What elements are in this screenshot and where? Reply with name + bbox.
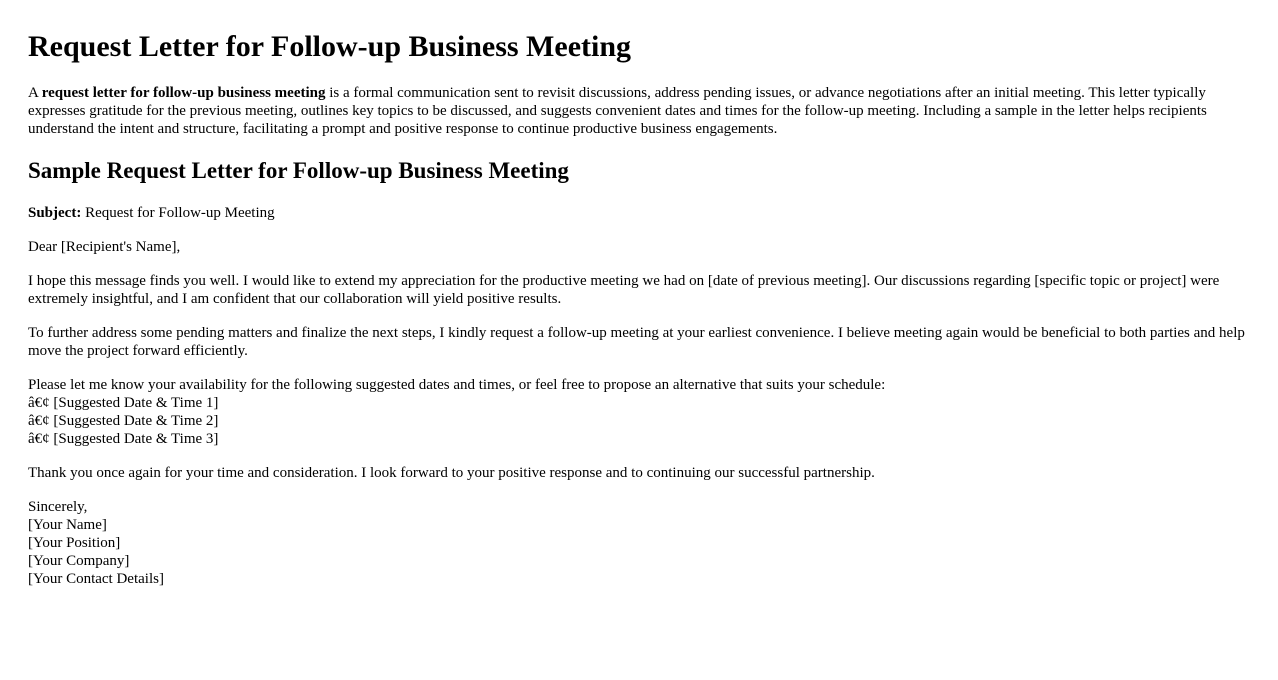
letter-paragraph-2: To further address some pending matters and finalize the next steps, I kindly request a follow-up meeting at your earliest convenience. I believe meeting again would be beneficial to both parties and help move the project forward efficiently. [28,325,1245,359]
list-item: â€¢ [Suggested Date & Time 2] [28,413,219,429]
letter-closing-paragraph: Thank you once again for your time and consideration. I look forward to your positive response and to continuing our successful partnership. [28,465,875,481]
signature-name: [Your Name] [28,517,107,533]
signature-company: [Your Company] [28,553,130,569]
intro-prefix: A [28,85,42,101]
availability-block [28,376,1250,448]
sample-heading: Sample Request Letter for Follow-up Business Meeting [28,158,569,183]
letter-subject [28,204,1250,222]
letter-greeting: Dear [Recipient's Name], [28,239,181,255]
intro-body: is a formal communication sent to revisit discussions, address pending issues, or advance negotiations after an initial meeting. This letter typically expresses gratitude for the previous meeting, outlines key topics to be discussed, and suggests convenient dates and times for the follow-up meeting. Including a sample in the letter helps recipients understand the intent and structure, facilitating a prompt and positive response to continue productive business engagements. [28,85,1207,137]
list-item: â€¢ [Suggested Date & Time 1] [28,395,219,411]
page-title: Request Letter for Follow-up Business Meeting [28,30,632,63]
intro-bold-term: request letter for follow-up business meeting [41,85,326,101]
intro-paragraph [28,84,1250,138]
availability-intro: Please let me know your availability for the following suggested dates and times, or feel free to propose an alternative that suits your schedule: [28,377,886,393]
subject-text: Request for Follow-up Meeting [81,205,275,221]
document-page [0,30,1278,588]
signoff: Sincerely, [28,499,88,515]
subject-label: Subject: [28,205,82,221]
list-item: â€¢ [Suggested Date & Time 3] [28,431,219,447]
signature-position: [Your Position] [28,535,121,551]
signature-contact: [Your Contact Details] [28,571,164,587]
letter-paragraph-1: I hope this message finds you well. I would like to extend my appreciation for the productive meeting we had on [date of previous meeting]. Our discussions regarding [specific topic or project] were extremely insightful, and I am confident that our collaboration will yield positive results. [28,273,1220,307]
signature-block [28,498,1250,588]
